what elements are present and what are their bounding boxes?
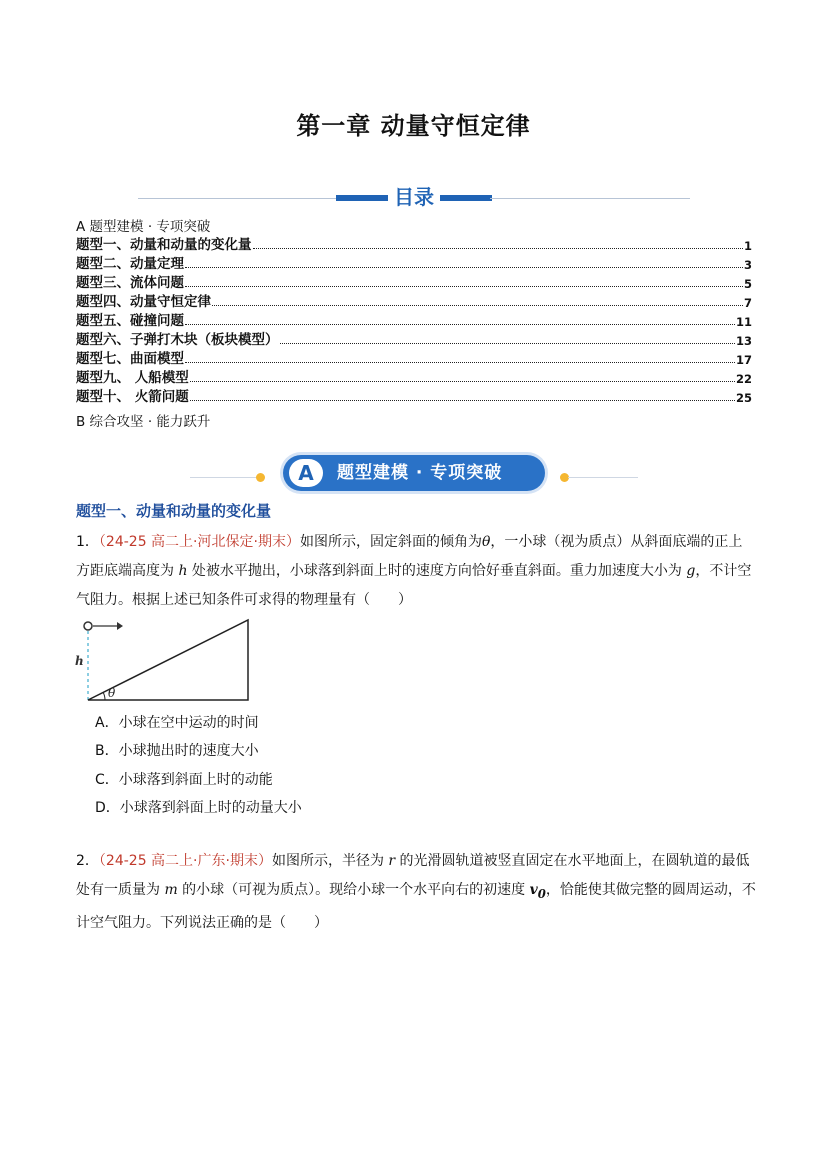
banner-line-right [568, 477, 638, 478]
toc-item-title: 题型三、流体问题 [76, 275, 184, 291]
question-number: 2． [76, 853, 99, 869]
question-text: 的小球（可视为质点）。现给小球一个水平向右的初速度 [177, 882, 530, 898]
question-text: 如图所示，半径为 [271, 853, 389, 869]
toc-item-page: 1 [743, 239, 752, 253]
toc-item-title: 题型十、 火箭问题 [76, 389, 189, 405]
toc-leader [185, 267, 743, 268]
toc-section-a: A 题型建模 · 专项突破 [76, 219, 211, 235]
toc-item[interactable] [76, 367, 752, 386]
label-theta: θ [108, 686, 116, 700]
toc-item-page: 5 [743, 277, 752, 291]
variable-v: v [529, 882, 538, 898]
question-text: 的光滑圆轨道被竖直固定在水平地面上，在圆轨道的最低处有一质量为 [76, 853, 750, 898]
angle-arc [103, 692, 105, 700]
toc-leader [185, 286, 743, 287]
toc-item[interactable] [76, 253, 752, 272]
question-text: ，恰能使其做完整的圆周运动，不计空气阻力。下列说法正确的是（ ） [76, 882, 756, 931]
toc-item[interactable] [76, 329, 752, 348]
toc-rule-right [490, 198, 690, 199]
incline-figure [73, 612, 258, 704]
variable-h: h [178, 563, 188, 579]
toc-leader [185, 362, 735, 363]
toc-item[interactable] [76, 272, 752, 291]
question-text: ，一小球（视为质点）从斜面底端的正上方距底端高度为 [76, 534, 743, 579]
toc-item-page: 11 [735, 315, 752, 329]
toc-leader [185, 324, 735, 325]
toc-item[interactable] [76, 310, 752, 329]
toc-leader [253, 248, 743, 249]
variable-theta: θ [481, 534, 491, 550]
variable-v0 [529, 882, 546, 901]
toc-heading: 目录 [394, 185, 434, 209]
toc-item[interactable] [76, 386, 752, 405]
banner-dot-left [256, 473, 265, 482]
toc-item[interactable] [76, 291, 752, 310]
variable-r: r [388, 853, 396, 869]
banner-text: 题型建模 · 专项突破 [337, 463, 503, 483]
toc-item[interactable] [76, 348, 752, 367]
toc-item-page: 7 [743, 296, 752, 310]
section-title: 题型一、动量和动量的变化量 [76, 502, 272, 520]
toc-item-page: 25 [735, 391, 752, 405]
question-text: ，不计空气阻力。根据上述已知条件可求得的物理量有（ ） [76, 563, 752, 608]
toc-leader [190, 400, 735, 401]
arrow-head-icon [117, 622, 123, 630]
toc-item-page: 17 [735, 353, 752, 367]
question-source: （24-25 高二上·河北保定·期末） [98, 534, 300, 550]
banner-letter: A [289, 459, 323, 487]
toc-leader [280, 343, 735, 344]
toc-leader [212, 305, 743, 306]
toc-item-page: 3 [743, 258, 752, 272]
question-source: （24-25 高二上·广东·期末） [98, 853, 272, 869]
toc-item-title: 题型五、碰撞问题 [76, 313, 184, 329]
question-2 [76, 847, 756, 938]
toc-bar-left [336, 195, 388, 201]
option-a[interactable]: A．小球在空中运动的时间 [95, 715, 259, 731]
toc-bar-right [440, 195, 492, 201]
toc-leader [190, 381, 735, 382]
toc-rule-left [138, 198, 338, 199]
variable-subscript: 0 [537, 886, 546, 901]
toc-item-title: 题型一、动量和动量的变化量 [76, 237, 252, 253]
toc-item-title: 题型二、动量定理 [76, 256, 184, 272]
variable-g: g [686, 563, 696, 579]
question-text: 如图所示，固定斜面的倾角为 [299, 534, 482, 550]
toc-item-title: 题型七、曲面模型 [76, 351, 184, 367]
toc-item[interactable] [76, 234, 752, 253]
question-text: 处被水平抛出，小球落到斜面上时的速度方向恰好垂直斜面。重力加速度大小为 [187, 563, 687, 579]
label-h: h [75, 654, 84, 668]
option-b[interactable]: B．小球抛出时的速度大小 [95, 743, 259, 759]
toc-item-page: 13 [735, 334, 752, 348]
toc-section-b: B 综合攻坚 · 能力跃升 [76, 414, 211, 430]
question-1 [76, 528, 756, 615]
toc-item-title: 题型四、动量守恒定律 [76, 294, 211, 310]
toc-item-title: 题型六、子弹打木块（板块模型） [76, 332, 279, 348]
question-number: 1． [76, 534, 99, 550]
option-c[interactable]: C．小球落到斜面上时的动能 [95, 772, 273, 788]
toc-item-title: 题型九、 人船模型 [76, 370, 189, 386]
banner-line-left [190, 477, 260, 478]
page-title: 第一章 动量守恒定律 [296, 112, 531, 140]
section-banner [283, 455, 545, 491]
ball-icon [84, 622, 92, 630]
option-d[interactable]: D．小球落到斜面上时的动量大小 [95, 800, 302, 816]
toc-item-page: 22 [735, 372, 752, 386]
variable-m: m [164, 882, 178, 898]
